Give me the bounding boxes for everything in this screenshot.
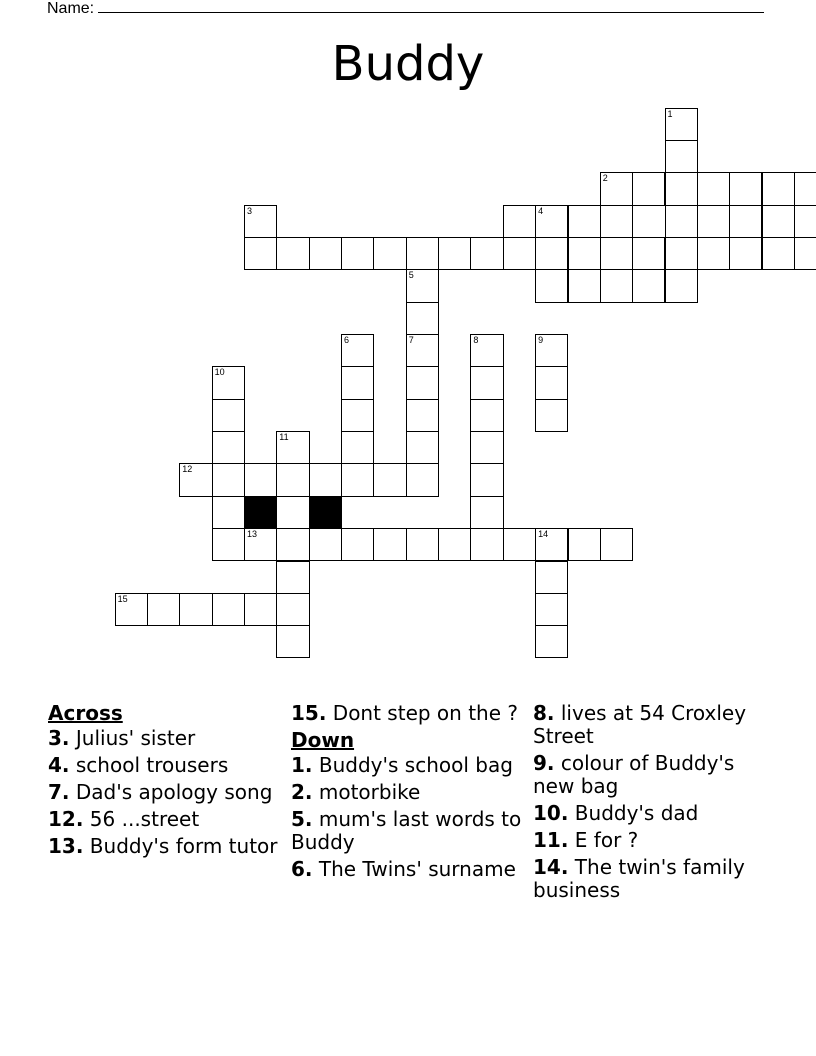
- grid-cell[interactable]: [535, 625, 568, 658]
- grid-cell[interactable]: [406, 237, 439, 270]
- clue-number-label: 11: [279, 432, 289, 443]
- grid-cell[interactable]: [535, 528, 568, 561]
- grid-cell[interactable]: [212, 528, 245, 561]
- grid-cell[interactable]: [373, 528, 406, 561]
- grid-cell[interactable]: [179, 463, 212, 496]
- grid-cell[interactable]: [632, 237, 665, 270]
- grid-cell[interactable]: [600, 528, 633, 561]
- grid-cell[interactable]: [244, 593, 277, 626]
- clue-down-6: [291, 858, 523, 881]
- grid-cell[interactable]: [341, 334, 374, 367]
- grid-cell[interactable]: [470, 366, 503, 399]
- clue-number-label: 5: [408, 270, 414, 281]
- grid-cell[interactable]: [729, 237, 762, 270]
- clue-down-9: [533, 752, 773, 798]
- grid-cell[interactable]: [276, 496, 309, 529]
- grid-cell[interactable]: [276, 528, 309, 561]
- puzzle-title: Buddy: [331, 36, 485, 92]
- clue-down-14: [533, 856, 773, 902]
- grid-cell[interactable]: [406, 431, 439, 464]
- grid-cell[interactable]: [147, 593, 180, 626]
- grid-cell[interactable]: [276, 463, 309, 496]
- grid-cell[interactable]: [470, 463, 503, 496]
- grid-block: [309, 496, 342, 529]
- clue-text: mum's last words to Buddy: [291, 807, 522, 854]
- clue-across-12: [48, 808, 280, 831]
- clue-number-label: 2: [602, 173, 608, 184]
- grid-cell[interactable]: [438, 237, 471, 270]
- clue-number: 2.: [291, 780, 313, 804]
- grid-cell[interactable]: [406, 463, 439, 496]
- clue-across-4: [48, 754, 280, 777]
- grid-cell[interactable]: [309, 237, 342, 270]
- clue-text: Buddy's dad: [574, 801, 699, 825]
- grid-cell[interactable]: [762, 205, 795, 238]
- grid-cell[interactable]: [503, 205, 536, 238]
- clue-across-13: [48, 835, 280, 858]
- clue-number-label: 4: [538, 205, 544, 216]
- grid-cell[interactable]: [697, 172, 730, 205]
- clue-down-10: [533, 802, 773, 825]
- clue-text: The Twins' surname: [318, 857, 516, 881]
- grid-cell[interactable]: [341, 366, 374, 399]
- clue-down-8: [533, 702, 773, 748]
- clue-number-label: 3: [247, 205, 253, 216]
- clue-text: Dad's apology song: [75, 780, 273, 804]
- grid-cell[interactable]: [470, 334, 503, 367]
- clue-across-7: [48, 781, 280, 804]
- grid-cell[interactable]: [794, 237, 816, 270]
- grid-cell[interactable]: [115, 593, 148, 626]
- clue-text: The twin's family business: [533, 855, 745, 902]
- clue-text: Buddy's school bag: [318, 753, 513, 777]
- grid-cell[interactable]: [212, 463, 245, 496]
- clue-number: 12.: [48, 807, 84, 831]
- grid-cell[interactable]: [665, 108, 698, 141]
- grid-cell[interactable]: [212, 366, 245, 399]
- grid-cell[interactable]: [244, 237, 277, 270]
- down-heading: Down: [291, 728, 355, 752]
- grid-cell[interactable]: [535, 366, 568, 399]
- clue-text: Buddy's form tutor: [89, 834, 278, 858]
- grid-cell[interactable]: [438, 528, 471, 561]
- grid-cell[interactable]: [212, 593, 245, 626]
- grid-cell[interactable]: [309, 463, 342, 496]
- clue-number-label: 14: [538, 529, 549, 540]
- grid-cell[interactable]: [729, 205, 762, 238]
- clue-number: 8.: [533, 701, 555, 725]
- grid-cell[interactable]: [276, 561, 309, 594]
- clue-number-label: 15: [117, 593, 128, 604]
- grid-cell[interactable]: [503, 528, 536, 561]
- grid-cell[interactable]: [697, 237, 730, 270]
- clue-number: 15.: [291, 701, 327, 725]
- grid-cell[interactable]: [212, 496, 245, 529]
- clue-down-5: [291, 808, 523, 854]
- grid-cell[interactable]: [309, 528, 342, 561]
- grid-cell[interactable]: [373, 237, 406, 270]
- grid-cell[interactable]: [665, 237, 698, 270]
- grid-cell[interactable]: [535, 205, 568, 238]
- clue-text: school trousers: [75, 753, 229, 777]
- grid-cell[interactable]: [568, 205, 601, 238]
- grid-cell[interactable]: [341, 463, 374, 496]
- clue-across-15: [291, 702, 523, 725]
- across-heading: Across: [48, 701, 123, 725]
- grid-cell[interactable]: [665, 205, 698, 238]
- grid-cell[interactable]: [535, 561, 568, 594]
- grid-cell[interactable]: [535, 593, 568, 626]
- grid-cell[interactable]: [406, 399, 439, 432]
- clue-text: motorbike: [318, 780, 421, 804]
- clue-number-label: 13: [247, 529, 258, 540]
- grid-cell[interactable]: [212, 431, 245, 464]
- clue-number-label: 7: [408, 335, 414, 345]
- grid-cell[interactable]: [762, 237, 795, 270]
- clue-text: colour of Buddy's new bag: [533, 751, 735, 798]
- clue-text: E for ?: [574, 828, 639, 852]
- grid-cell[interactable]: [535, 269, 568, 302]
- grid-cell[interactable]: [503, 237, 536, 270]
- clue-number: 11.: [533, 828, 569, 852]
- clue-number-label: 12: [182, 464, 193, 475]
- clue-number: 7.: [48, 780, 70, 804]
- grid-cell[interactable]: [276, 593, 309, 626]
- grid-cell[interactable]: [406, 366, 439, 399]
- grid-cell[interactable]: [632, 269, 665, 302]
- grid-cell[interactable]: [794, 172, 816, 205]
- grid-cell[interactable]: [341, 528, 374, 561]
- clue-number: 5.: [291, 807, 313, 831]
- name-label: Name:: [47, 0, 95, 17]
- clue-number: 1.: [291, 753, 313, 777]
- grid-cell[interactable]: [341, 237, 374, 270]
- clue-down-11: [533, 829, 773, 852]
- clue-number: 10.: [533, 801, 569, 825]
- grid-cell[interactable]: [276, 625, 309, 658]
- clue-number-label: 8: [473, 335, 479, 345]
- clue-across-3: [48, 727, 280, 750]
- grid-cell[interactable]: [568, 269, 601, 302]
- grid-cell[interactable]: [212, 399, 245, 432]
- grid-cell[interactable]: [406, 334, 439, 367]
- grid-block: [244, 496, 277, 529]
- grid-cell[interactable]: [535, 237, 568, 270]
- grid-cell[interactable]: [729, 172, 762, 205]
- clue-number: 4.: [48, 753, 70, 777]
- grid-cell[interactable]: [762, 172, 795, 205]
- grid-cell[interactable]: [600, 269, 633, 302]
- grid-cell[interactable]: [794, 205, 816, 238]
- grid-cell[interactable]: [179, 593, 212, 626]
- clue-number: 6.: [291, 857, 313, 881]
- clue-number: 9.: [533, 751, 555, 775]
- clue-column-1: [48, 702, 280, 862]
- grid-cell[interactable]: [600, 205, 633, 238]
- clue-number: 14.: [533, 855, 569, 879]
- grid-cell[interactable]: [470, 399, 503, 432]
- grid-cell[interactable]: [600, 237, 633, 270]
- grid-cell[interactable]: [406, 269, 439, 302]
- clue-text: 56 ...street: [89, 807, 200, 831]
- grid-cell[interactable]: [276, 431, 309, 464]
- grid-cell[interactable]: [244, 205, 277, 238]
- grid-cell[interactable]: [665, 140, 698, 173]
- grid-cell[interactable]: [697, 205, 730, 238]
- grid-cell[interactable]: [406, 302, 439, 335]
- grid-cell[interactable]: [244, 463, 277, 496]
- clue-number-label: 6: [344, 335, 350, 345]
- grid-cell[interactable]: [341, 431, 374, 464]
- grid-cell[interactable]: [568, 528, 601, 561]
- clue-down-1: [291, 754, 523, 777]
- grid-cell[interactable]: [470, 496, 503, 529]
- grid-cell[interactable]: [632, 172, 665, 205]
- clue-text: Dont step on the ?: [332, 701, 518, 725]
- grid-cell[interactable]: [470, 431, 503, 464]
- grid-cell[interactable]: [600, 172, 633, 205]
- grid-cell[interactable]: [470, 528, 503, 561]
- clue-down-2: [291, 781, 523, 804]
- clue-number-label: 1: [667, 108, 673, 119]
- clue-number: 3.: [48, 726, 70, 750]
- clue-text: lives at 54 Croxley Street: [533, 701, 747, 748]
- grid-cell[interactable]: [341, 399, 374, 432]
- grid-cell[interactable]: [535, 399, 568, 432]
- grid-cell[interactable]: [470, 237, 503, 270]
- clue-number-label: 9: [538, 335, 544, 345]
- grid-cell[interactable]: [665, 269, 698, 302]
- clue-column-2: [291, 702, 523, 885]
- grid-cell[interactable]: [665, 172, 698, 205]
- grid-cell[interactable]: [568, 237, 601, 270]
- clue-column-3: [533, 702, 773, 906]
- grid-cell[interactable]: [535, 334, 568, 367]
- clue-text: Julius' sister: [75, 726, 196, 750]
- grid-cell[interactable]: [406, 528, 439, 561]
- grid-cell[interactable]: [276, 237, 309, 270]
- clue-number: 13.: [48, 834, 84, 858]
- clue-number-label: 10: [214, 367, 225, 378]
- grid-cell[interactable]: [373, 463, 406, 496]
- grid-cell[interactable]: [244, 528, 277, 561]
